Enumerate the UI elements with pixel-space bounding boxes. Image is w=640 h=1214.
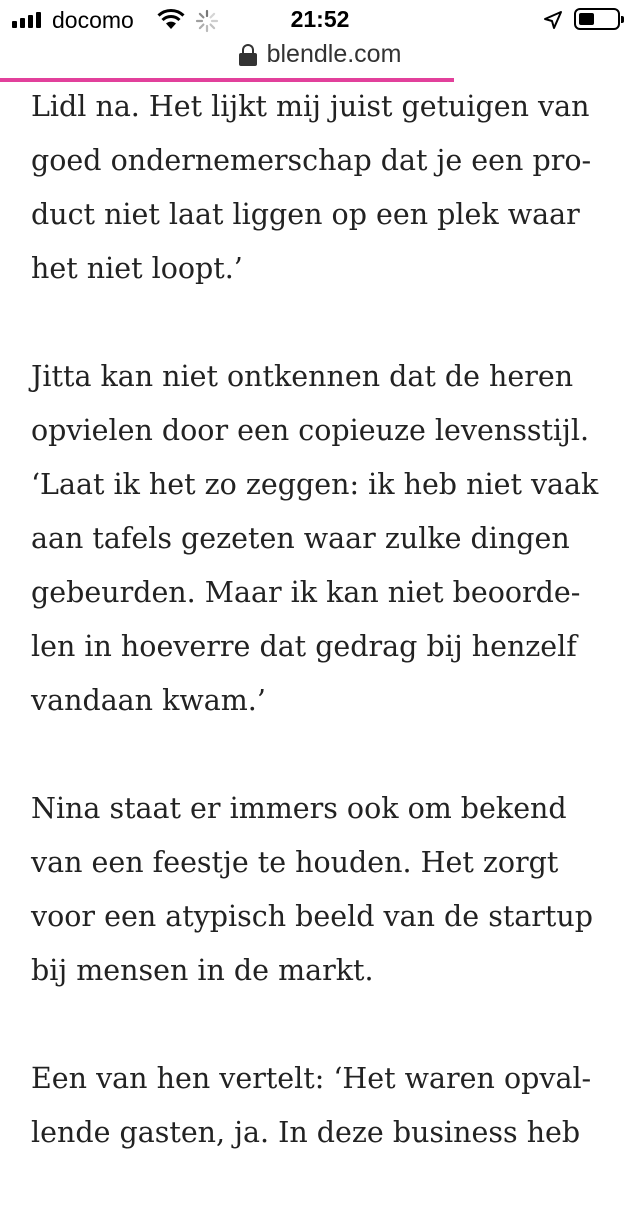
paragraph-line: opvielen door een copieuze levensstijl. [31,414,590,447]
paragraph-line: Een van hen vertelt: ‘Het waren opval- [31,1062,592,1095]
carrier-name: docomo [52,7,134,33]
location-arrow-icon [543,10,563,36]
url-text[interactable]: blendle.com [266,40,402,68]
paragraph-line: len in hoeverre dat gedrag bij henzelf [31,630,577,663]
paragraph-line: duct niet laat liggen op een plek waar [31,198,580,231]
status-time: 21:52 [290,6,350,32]
paragraph-line: Lidl na. Het lijkt mij juist getuigen van [31,90,590,123]
paragraph-line: goed ondernemerschap dat je een pro- [31,144,592,177]
paragraph-line: ‘Laat ik het zo zeggen: ik heb niet vaak [31,468,599,501]
paragraph-line: Jitta kan niet ontkennen dat de heren [31,360,574,393]
article-paragraph [31,1052,621,1160]
paragraph-line: gebeurden. Maar ik kan niet beoorde- [31,576,581,609]
address-bar[interactable] [0,38,640,76]
paragraph-line: bij mensen in de markt. [31,954,374,987]
paragraph-line: Nina staat er immers ook om bekend [31,792,567,825]
lock-icon [239,44,257,66]
paragraph-line: vandaan kwam.’ [31,684,266,717]
article-paragraph [31,350,621,728]
article-paragraph [31,80,621,296]
battery-icon [574,8,620,30]
article-paragraph [31,782,621,998]
article-body [31,80,621,1214]
status-bar [0,0,640,40]
paragraph-line: het niet loopt.’ [31,252,243,285]
paragraph-line: lende gasten, ja. In deze business heb [31,1116,581,1149]
paragraph-line: van een feestje te houden. Het zorgt [31,846,559,879]
paragraph-line: aan tafels gezeten waar zulke dingen [31,522,570,555]
paragraph-line: voor een atypisch beeld van de startup [31,900,593,933]
